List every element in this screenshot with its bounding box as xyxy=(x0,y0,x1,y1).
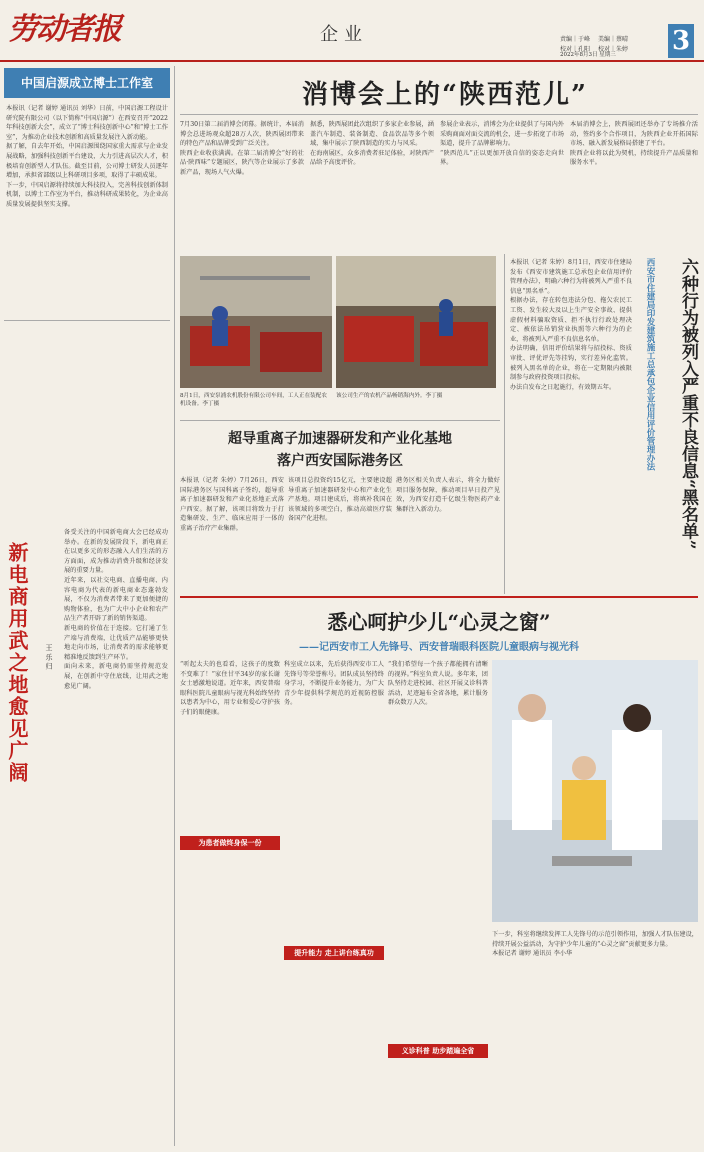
page-number: 3 xyxy=(668,24,694,58)
newspaper-logo: 劳动者报 xyxy=(8,12,120,47)
edition-info-3: 校对｜孔阳 xyxy=(560,46,591,53)
credit-subhead: 西安市住建局印发建筑施工总承包企业信用评价管理办法 xyxy=(645,258,655,471)
edition-info-1: 责编｜于峰 xyxy=(560,36,591,43)
lead-article-col-1: 7月30日第二届消博会闭幕。据统计，本届消博会总进场观众超28万人次，陕西展团带来的特色产品和品牌受到广泛关注。 陕西企业收获满满。在第二届消博会“好的社品·陕西味”专题展区，陕汽等企业展示了多款新产品，现场人气火爆。 xyxy=(180,121,304,176)
accelerator-headline: 超导重离子加速器研发和产业化基地 xyxy=(228,431,452,447)
commentary-author: 王 乐 归 xyxy=(45,644,53,670)
eye-subheading-3: 义诊科普 助步踏遍全省 xyxy=(388,1044,488,1058)
sidebar-news-title: 中国启源成立博士工作室 xyxy=(4,68,170,98)
section-title: 企业 xyxy=(320,24,368,45)
lead-article-col-3: 参展企业表示，消博会为企业提供了与国内外采购商面对面交流的机会，进一步拓宽了市场渠道，提升了品牌影响力。 “陕西范儿”正以更加开放自信的姿态走向世界。 xyxy=(440,121,564,167)
lead-headline: 消博会上的“陕西范儿” xyxy=(302,80,588,110)
eye-subheading-2: 提升能力 走上讲台练真功 xyxy=(284,946,384,960)
factory-photo-left xyxy=(180,256,332,388)
eye-article-top-rule xyxy=(180,596,698,598)
accelerator-subhead: 落户西安国际港务区 xyxy=(277,453,403,469)
lead-article-col-4: 本届消博会上，陕西展团还举办了专场推介活动，签约多个合作项目，为陕西企业开拓国际市场、融入新发展格局搭建了平台。 陕西企业将以此为契机，持续提升产品质量和服务水平。 xyxy=(570,121,698,167)
commentary-column xyxy=(4,524,170,1144)
sidebar-divider xyxy=(4,320,170,321)
factory-photo-right-drawing xyxy=(336,256,496,388)
sidebar-news-body: 本报讯（记者 谢婷 通讯员 刘华）日前，中国启源工程设计研究院有限公司（以下简称“中国启源”）在西安召开“2022年科技创新大会”，成立了“博士科技创新中心”和“博士工作室”，为推动企业技术创新和高质量发展注入新动能。 据了解，自去年开始，中国启源围绕国家重大需求与企业发展战略，加强科技创新平台建设，大力引进高层次人才，积极培育创新型人才队伍。截至目前，公司博士研发人员逐年增加，承担省部级以上科研项目多项，取得了丰硕成果。 下一步，中国启源将持续加大科技投入，完善科技创新体制机制，以博士工作室为平台，推动科研成果转化，为企业高质量发展提供坚实支撑。 xyxy=(6,105,168,208)
sidebar-news-box xyxy=(4,68,170,316)
clinic-photo-drawing xyxy=(492,660,698,922)
accelerator-col-3: 港务区相关负责人表示，将全力做好项目服务保障，推动项目早日投产见效，为西安打造千亿级生物医药产业集群注入新动力。 xyxy=(396,477,500,513)
lead-article-col-2: 据悉，陕西展团此次组织了多家企业参展，涵盖汽车制造、装备制造、食品饮品等多个领域，集中展示了陕西制造的实力与风采。 在海南展区，众多消费者驻足体验，对陕西产品给予高度评价。 xyxy=(310,121,434,167)
eye-col-4: 下一步，科室将继续发挥工人先锋号的示范引领作用，加强人才队伍建设，持续开展公益活动，为守护少年儿童的“心灵之窗”贡献更多力量。 本报记者 谢婷 通讯员 李小华 xyxy=(492,931,698,958)
photo-caption-right: 该公司生产的农机产品畅销海内外。李丁摄 xyxy=(336,393,443,399)
eye-col-1: “听起太夫的也看看，这孩子的度数不变难了！”家住甘平34岁的家长谢女士感激地说道。近年来，西安普瑞眼科医院儿童眼病与视光科始终坚持以患者为中心，用专业和爱心守护孩子们的眼健康。 xyxy=(180,661,280,716)
issue-date: 2022年8月3日 星期三 xyxy=(560,52,616,58)
factory-photo-right xyxy=(336,256,496,388)
credit-headline: 六种行为被列入严重不良信息“黑名单” xyxy=(678,258,698,550)
left-column-rule xyxy=(174,66,175,1146)
accelerator-top-rule xyxy=(180,420,500,421)
eye-headline: 悉心呵护少儿“心灵之窗” xyxy=(327,610,551,634)
lead-headline-rule xyxy=(180,114,698,115)
eye-col-2: 科室成立以来，先后获得西安市工人先锋号等荣誉称号。团队成员坚持终身学习，不断提升业务能力，为广大青少年提供科学规范的近视防控服务。 xyxy=(284,661,384,707)
factory-photo-left-drawing xyxy=(180,256,332,388)
eye-subheading-1: 为患者做终身保一份 xyxy=(180,836,280,850)
photo-caption-left: 8月1日，西安泵浦农机股份有限公司车间，工人正在装配农机设备。李丁摄 xyxy=(180,393,327,407)
commentary-title: 新电商用武之地愈见广阔 xyxy=(5,542,29,784)
masthead-rule xyxy=(0,60,704,62)
edition-info-4: 校对｜朱婷 xyxy=(598,46,629,53)
eye-col-3: “我们希望每一个孩子都能拥有清晰的视界。”科室负责人说。多年来，团队坚持走进校园、社区开展义诊科普活动，足迹遍布全省各地，累计服务群众数万人次。 xyxy=(388,661,488,707)
clinic-photo xyxy=(492,660,698,922)
masthead xyxy=(0,0,704,58)
edition-info-2: 美编｜蔡晴 xyxy=(598,36,629,43)
accelerator-col-1: 本报讯（记者 朱婷）7月26日，西安国际港务区与国科离子签约，超导重离子加速器研发和产业化基地正式落户西安。据了解，该项目将致力于打造集研发、生产、临床应用于一体的重离子治疗产业集群。 xyxy=(180,477,284,532)
eye-subhead: ——记西安市工人先锋号、西安普瑞眼科医院儿童眼病与视光科 xyxy=(299,642,579,653)
credit-column-rule xyxy=(504,254,505,594)
accelerator-col-2: 该项目总投资约15亿元，主要建设超导重离子加速器研发中心和产业化生产基地。项目建成后，将填补我国在该领域的多项空白，推动高端医疗装备国产化进程。 xyxy=(288,477,392,523)
commentary-body: 备受关注的中国新电商大会已经成功举办。在新的发展阶段下，新电商正在以更多元的形态融入人们生活的方方面面，成为推动消费升级和经济发展的重要力量。 近年来，以社交电商、直播电商、内容电商为代表的新电商业态蓬勃发展，不仅为消费者带来了更加便捷的购物体验，也为广大中小企业和农产品生产者开辟了新的销售渠道。 新电商的价值在于连接。它打通了生产端与消费端，让优质产品能够更快地走向市场，让消费者的需求能够更精准地反馈到生产环节。 面向未来，新电商仍需坚持规范发展，在创新中守住底线，让用武之地愈见广阔。 xyxy=(64,529,168,690)
credit-body: 本报讯（记者 朱婷）8月1日，西安市住建局发布《西安市建筑施工总承包企业信用评价管理办法》，明确六种行为将被列入严重不良信息“黑名单”。 根据办法，存在转包违法分包、拖欠农民工工资、发生较大及以上生产安全事故、提供虚假材料骗取资质、拒不执行行政处理决定、被依法吊销营业执照等六种行为的企业，将被列入严重不良信息名单。 办法明确，信用评价结果将与招投标、资质审批、评优评先等挂钩，实行差异化监管。被列入黑名单的企业，将在一定期限内被限制参与政府投资项目投标。 办法自发布之日起施行，有效期五年。 xyxy=(510,259,632,391)
